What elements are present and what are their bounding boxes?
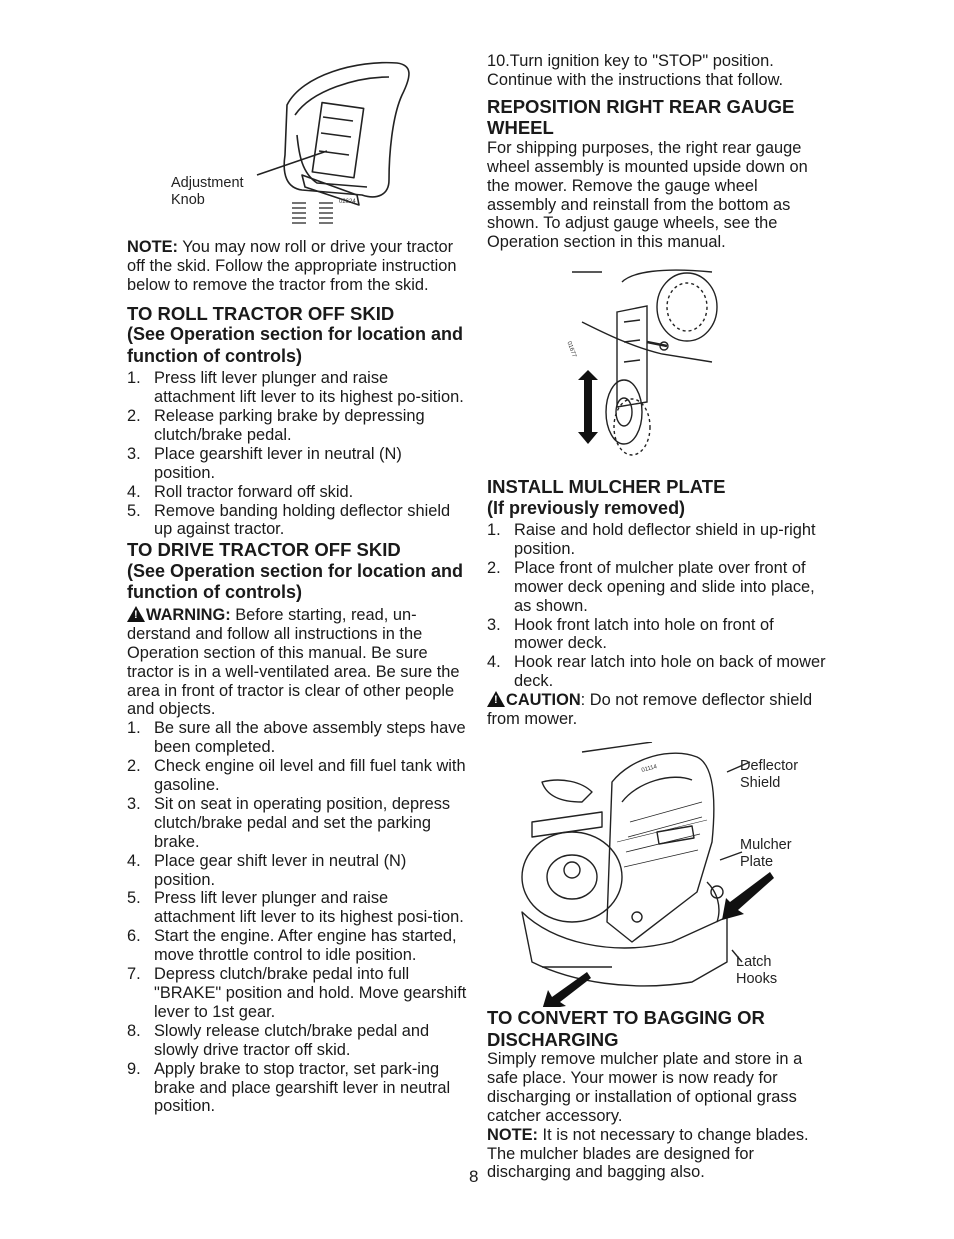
step-10: 10.Turn ignition key to "STOP" position. Continue with the instructions that follow.	[487, 52, 784, 89]
convert-note: NOTE: It is not necessary to change blades. The mulcher blades are designed for discharging and bagging also.	[487, 1125, 809, 1182]
drive-section-title: TO DRIVE TRACTOR OFF SKID	[127, 539, 401, 561]
roll-section-subtitle: (See Operation section for location and function of controls)	[127, 324, 464, 366]
list-item: 5. Remove banding holding deflector shield up against tractor.	[127, 501, 451, 539]
list-item: 9. Apply brake to stop tractor, set park-ing brake and place gearshift lever in neutral position.	[127, 1059, 451, 1116]
arrow-icon	[722, 872, 774, 920]
gauge-wheel-illustration	[562, 262, 722, 462]
warning-paragraph: !WARNING: Before starting, read, un-derstand and follow all instructions in the Operation section of this manual. Be sure tractor is in a well-ventilated area. Be sure the area in front of tractor is clear of other people and objects.	[127, 606, 467, 719]
note-label: NOTE:	[487, 1125, 538, 1144]
up-down-arrow-icon	[578, 370, 598, 444]
reposition-text: For shipping purposes, the right rear gauge wheel assembly is mounted upside down on the mower. Remove the gauge wheel assembly and reinstall from the bottom as shown. To adjust gauge wheels, see the Operation section in this manual.	[487, 138, 808, 252]
mulcher-deck-illustration	[512, 742, 842, 1007]
svg-text:01677: 01677	[565, 340, 577, 359]
latch-hooks-label: Latch	[736, 954, 772, 970]
caution-label: CAUTION	[506, 691, 581, 710]
svg-text:02624: 02624	[339, 199, 356, 205]
list-item: 2. Check engine oil level and fill fuel tank with gasoline.	[127, 757, 466, 795]
seat-illustration	[127, 55, 467, 235]
arrow-icon	[542, 972, 591, 1007]
page-number: 8	[469, 1167, 479, 1186]
list-item: 2. Place front of mulcher plate over front of mower deck opening and slide into place, as shown.	[487, 558, 815, 615]
reposition-title: REPOSITION RIGHT REAR GAUGE WHEEL	[487, 95, 795, 139]
list-item: 1. Raise and hold deflector shield in up-right position.	[487, 521, 816, 558]
convert-title: TO CONVERT TO BAGGING OR DISCHARGING	[487, 1007, 765, 1050]
list-item: 7. Depress clutch/brake pedal into full "BRAKE" position and hold. Move gearshift lever to 1st gear.	[127, 965, 467, 1021]
note-text: You may now roll or drive your tractor off the skid. Follow the appropriate instruction below to remove the tractor from the skid.	[127, 238, 457, 294]
deflector-shield-label-2: Shield	[740, 775, 781, 791]
list-item: 4. Hook rear latch into hole on back of mower deck.	[487, 653, 826, 691]
mulcher-title: INSTALL MULCHER PLATE	[487, 476, 726, 497]
mulcher-subtitle: (If previously removed)	[487, 497, 686, 518]
mulcher-plate-label-2: Plate	[740, 854, 774, 870]
mulcher-steps-list	[487, 521, 827, 691]
mulcher-plate-label: Mulcher	[740, 837, 792, 853]
warning-icon	[127, 606, 145, 622]
drive-steps-list	[127, 719, 467, 1116]
convert-text: Simply remove mulcher plate and store in a safe place. Your mower is now ready for discharging or installation of optional grass catcher accessory.	[487, 1050, 803, 1125]
seat-adjustment-figure	[127, 55, 467, 235]
list-item: 8. Slowly release clutch/brake pedal and slowly drive tractor off skid.	[127, 1021, 430, 1059]
note-paragraph	[127, 238, 467, 295]
list-item: 6. Start the engine. After engine has started, move throttle control to idle position.	[127, 927, 457, 965]
deflector-shield-label: Deflector	[740, 758, 799, 774]
caution-icon	[487, 691, 505, 707]
warning-label: WARNING:	[146, 605, 231, 624]
gauge-wheel-figure	[562, 262, 722, 462]
list-item: 3. Hook front latch into hole on front of mower deck.	[487, 615, 774, 653]
list-item: 1. Be sure all the above assembly steps have been completed.	[127, 719, 466, 757]
latch-hooks-label-2: Hooks	[736, 971, 778, 987]
list-item: 5. Press lift lever plunger and raise attachment lift lever to its highest posi-tion.	[127, 889, 464, 927]
drive-section-subtitle: (See Operation section for location and function of controls)	[127, 560, 464, 603]
list-item: 2. Release parking brake by depressing clutch/brake pedal.	[127, 407, 425, 444]
note-label: NOTE:	[127, 238, 178, 256]
adjustment-knob-label: Adjustment	[171, 175, 244, 191]
caution-paragraph: !CAUTION: Do not remove deflector shield from mower.	[487, 691, 827, 729]
list-item: 3. Sit on seat in operating position, depress clutch/brake pedal and set the parking brake.	[127, 794, 451, 851]
roll-steps-list	[127, 369, 467, 539]
mulcher-plate-figure	[512, 742, 842, 1007]
list-item: 1. Press lift lever plunger and raise attachment lift lever to its highest po-sition.	[127, 369, 464, 407]
svg-text:01114: 01114	[640, 764, 658, 774]
list-item: 4. Place gear shift lever in neutral (N) position.	[127, 851, 407, 889]
roll-section-title: TO ROLL TRACTOR OFF SKID	[127, 302, 395, 324]
list-item: 4. Roll tractor forward off skid.	[127, 482, 354, 501]
adjustment-knob-label-2: Knob	[171, 192, 205, 208]
list-item: 3. Place gearshift lever in neutral (N) position.	[127, 444, 402, 482]
